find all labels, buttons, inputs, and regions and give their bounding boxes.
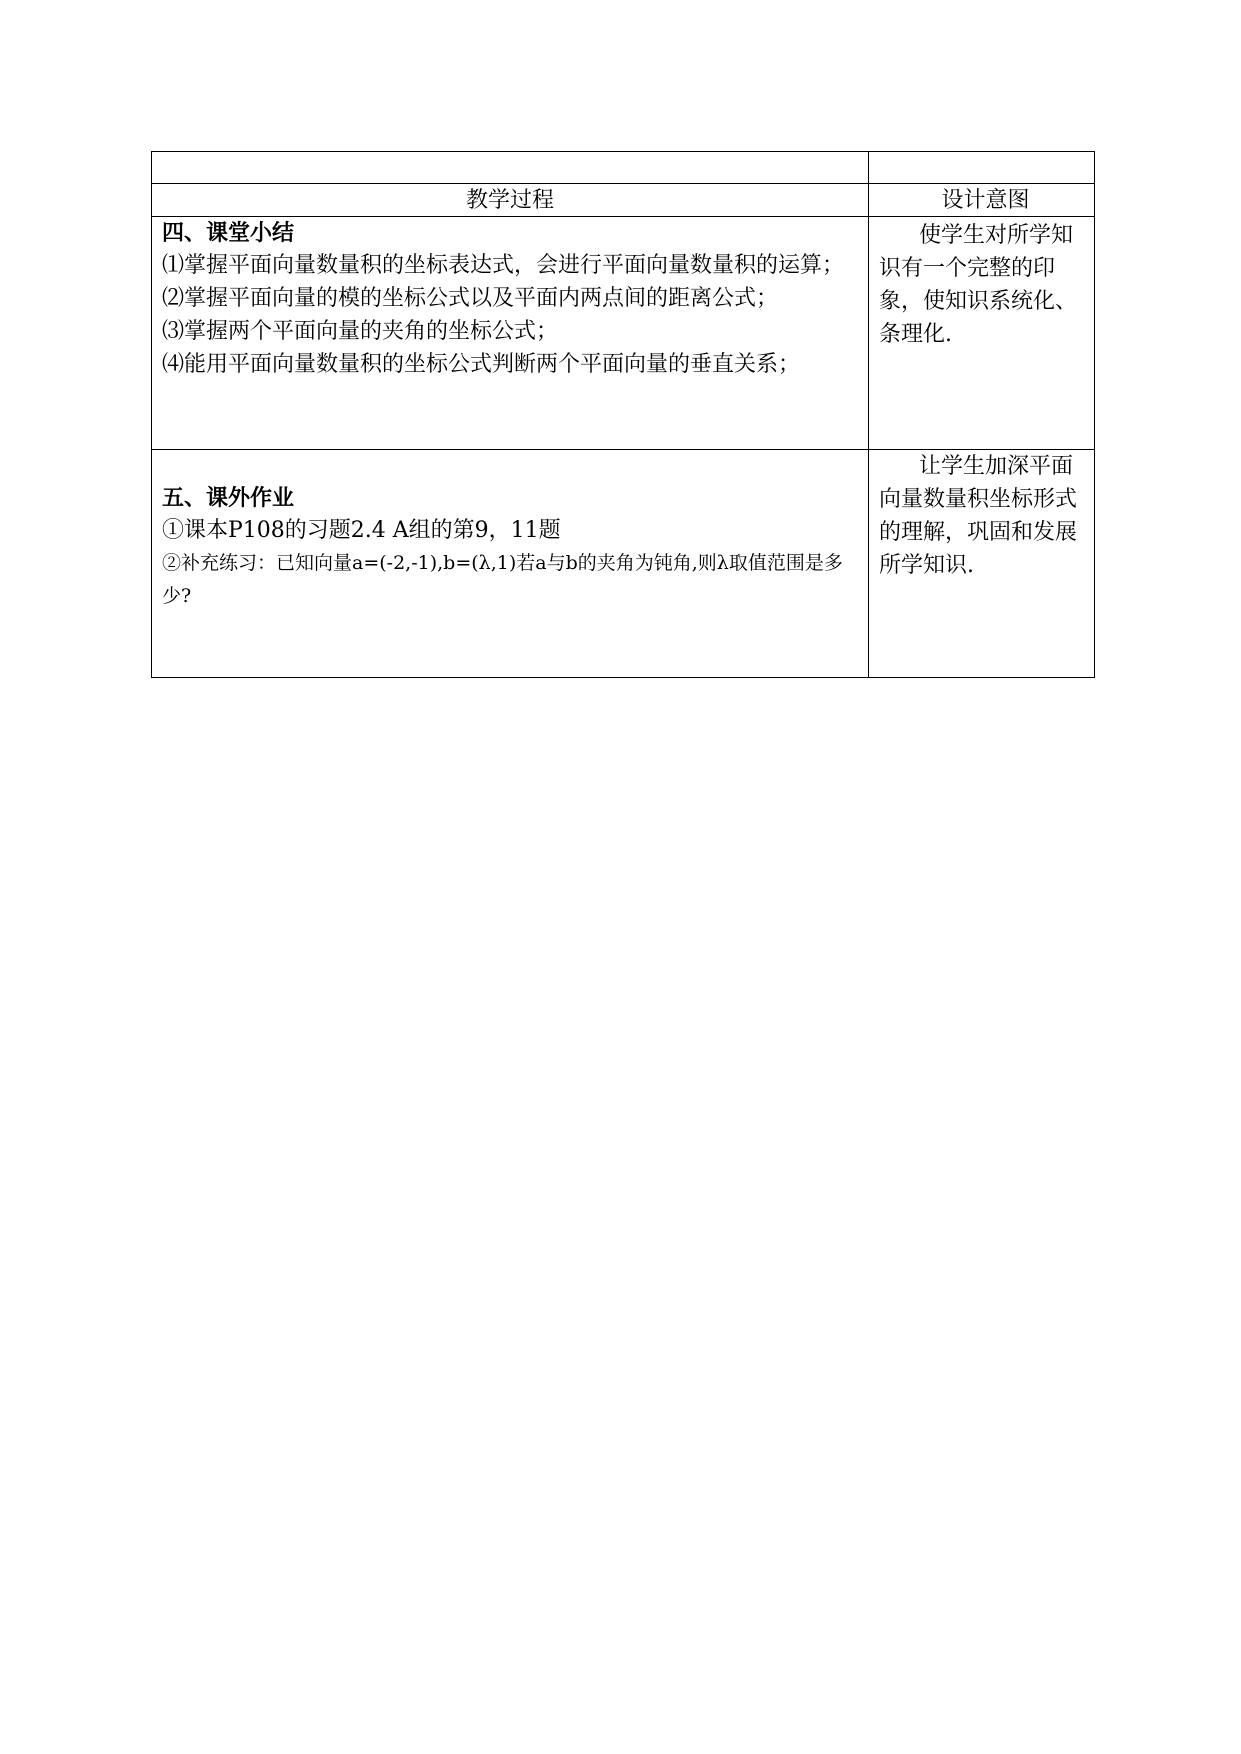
summary-item-4: ⑷能用平面向量数量积的坐标公式判断两个平面向量的垂直关系； (162, 352, 801, 377)
homework-item-2: ②补充练习：已知向量a=(-2,-1),b=(λ,1)若a与b的夹角为钝角,则λ取值范围是多少? (162, 552, 843, 607)
homework-intent-cell (869, 450, 1094, 677)
summary-item-1: ⑴掌握平面向量数量积的坐标表达式，会进行平面向量数量积的运算； (162, 253, 845, 278)
blank-row (152, 152, 1094, 184)
summary-item-3: ⑶掌握两个平面向量的夹角的坐标公式； (162, 319, 559, 344)
header-process: 教学过程 (152, 184, 869, 216)
summary-intent: 使学生对所学知识有一个完整的印象，使知识系统化、条理化. (879, 223, 1078, 347)
homework-intent: 让学生加深平面向量数量积坐标形式的理解，巩固和发展所学知识. (879, 454, 1078, 578)
summary-title: 四、课堂小结 (162, 221, 295, 246)
header-row (152, 184, 1094, 217)
summary-cell (152, 217, 869, 449)
summary-row (152, 217, 1094, 450)
header-intent: 设计意图 (941, 188, 1030, 213)
blank-cell-main (152, 152, 869, 183)
lesson-plan-table (151, 151, 1095, 678)
homework-title: 五、课外作业 (162, 486, 295, 511)
homework-item-1: ①课本P108的习题2.4 A组的第9，11题 (162, 518, 561, 543)
homework-cell (152, 450, 869, 677)
summary-item-2: ⑵掌握平面向量的模的坐标公式以及平面内两点间的距离公式； (162, 286, 779, 311)
blank-cell-side (869, 152, 1094, 183)
summary-intent-cell (869, 217, 1094, 449)
homework-row (152, 450, 1094, 677)
